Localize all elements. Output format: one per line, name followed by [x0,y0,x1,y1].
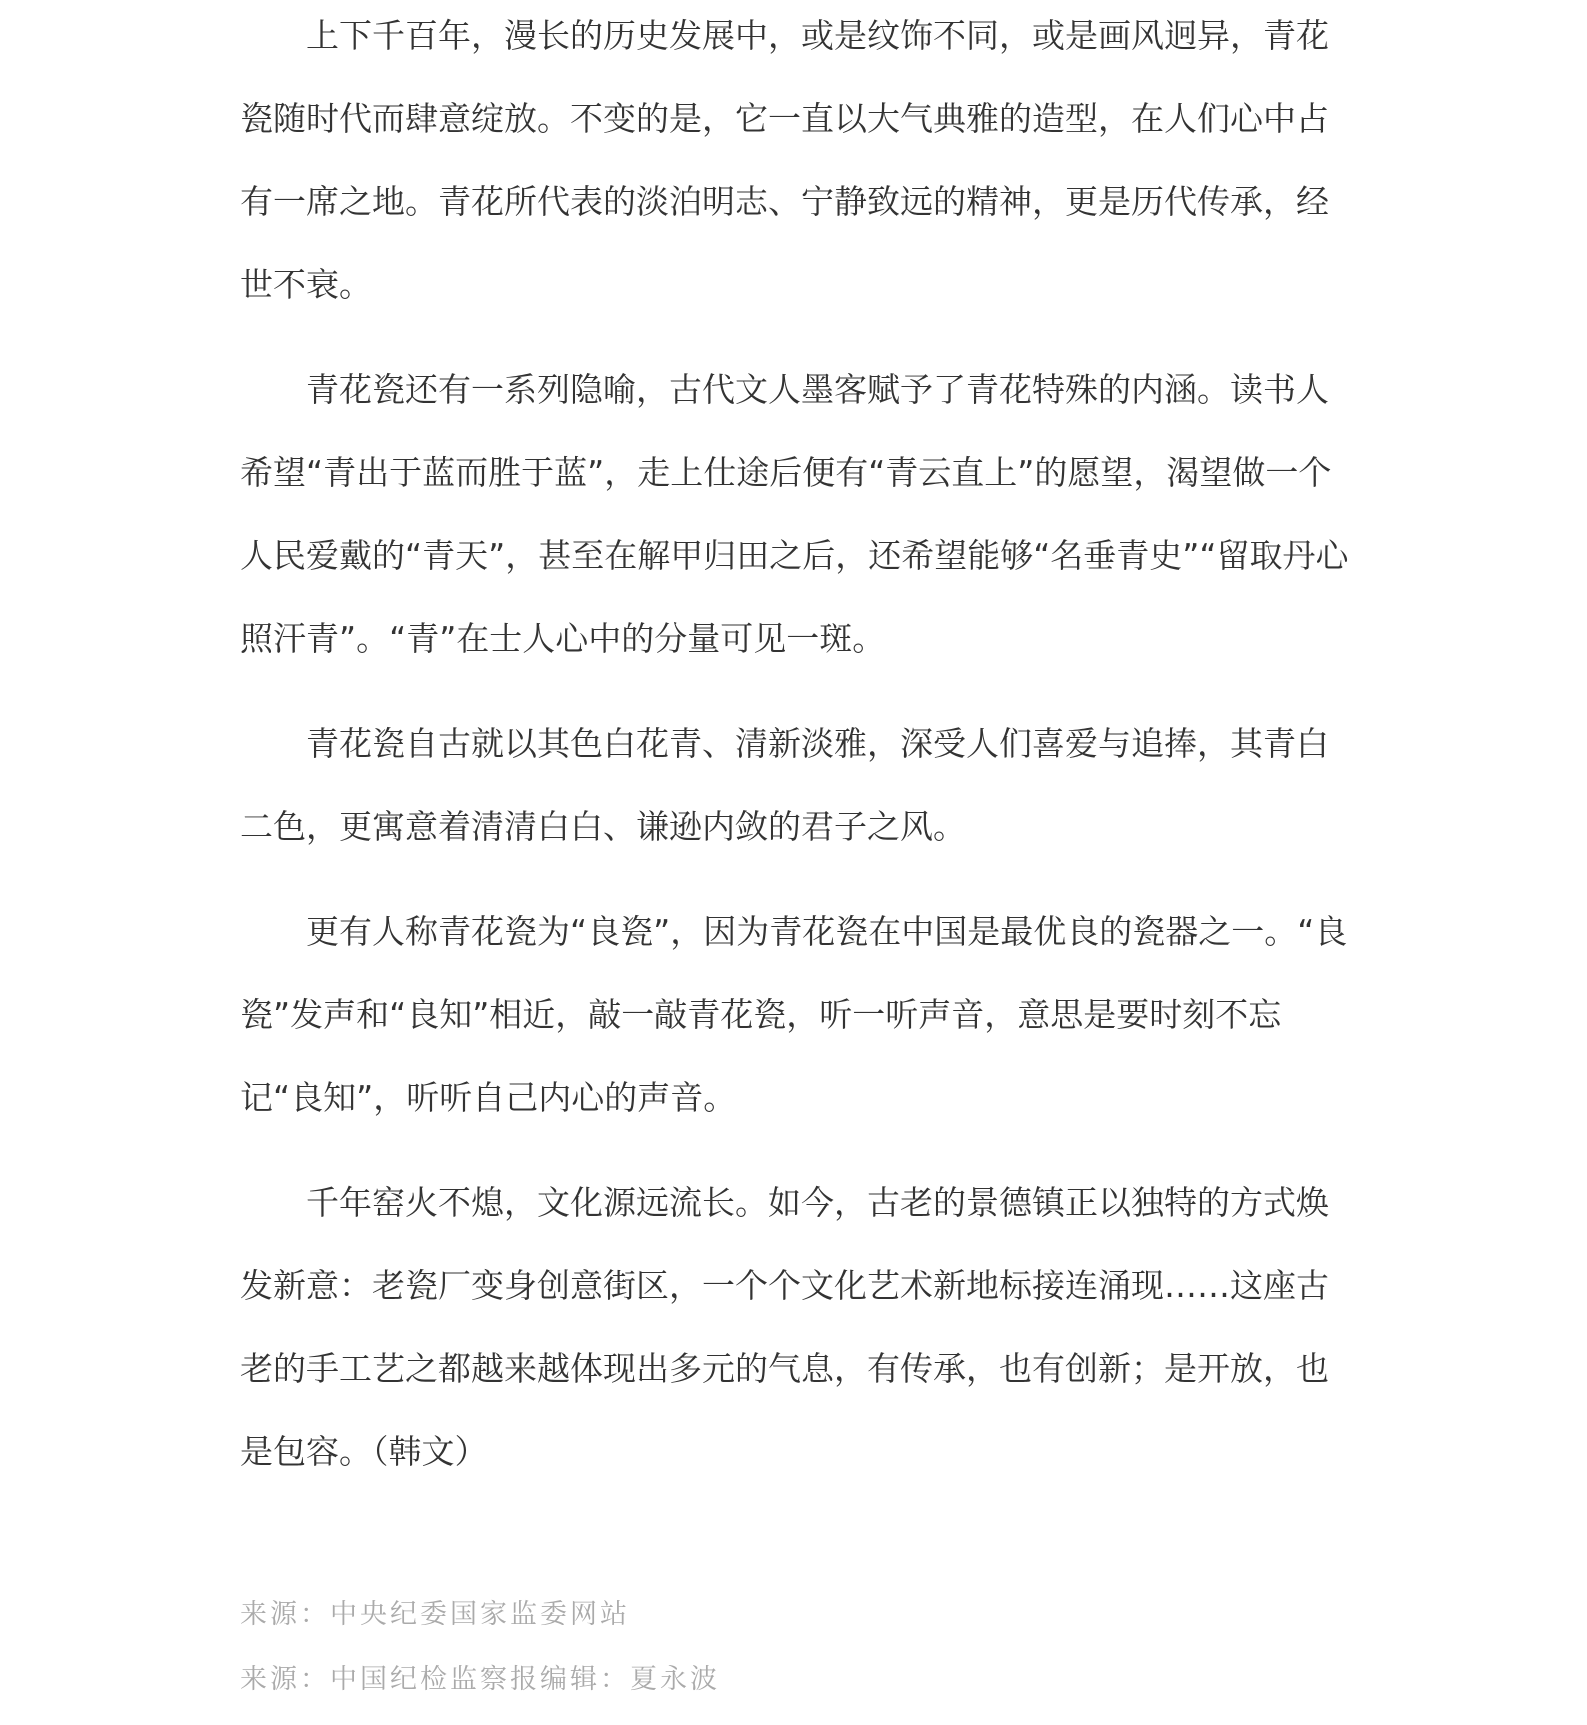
article-body [240,0,1355,1493]
paragraph-5: 千年窑火不熄，文化源远流长。如今，古老的景德镇正以独特的方式焕发新意：老瓷厂变身创意街区，一个个文化艺术新地标接连涌现……这座古老的手工艺之都越来越体现出多元的气息，有传承，也有创新；是开放，也是包容。（韩文） [240,1183,1329,1471]
source-line-editor: 来源：中国纪检监察报编辑：夏永波 [240,1664,720,1695]
paragraph-4: 更有人称青花瓷为“良瓷”，因为青花瓷在中国是最优良的瓷器之一。“良瓷”发声和“良知”相近，敲一敲青花瓷，听一听声音，意思是要时刻不忘记“良知”，听听自己内心的声音。 [240,912,1348,1117]
paragraph-3: 青花瓷自古就以其色白花青、清新淡雅，深受人们喜爱与追捧，其青白二色，更寓意着清清白白、谦逊内敛的君子之风。 [240,724,1329,846]
source-line-website: 来源：中央纪委国家监委网站 [240,1599,630,1630]
paragraph-2: 青花瓷还有一系列隐喻，古代文人墨客赋予了青花特殊的内涵。读书人希望“青出于蓝而胜于蓝”，走上仕途后便有“青云直上”的愿望，渴望做一个人民爱戴的“青天”，甚至在解甲归田之后，还希望能够“名垂青史”“留取丹心照汗青”。“青”在士人心中的分量可见一斑。 [240,370,1349,658]
paragraph-1: 上下千百年，漫长的历史发展中，或是纹饰不同，或是画风迥异，青花瓷随时代而肆意绽放。不变的是，它一直以大气典雅的造型，在人们心中占有一席之地。青花所代表的淡泊明志、宁静致远的精神，更是历代传承，经世不衰。 [240,16,1329,304]
